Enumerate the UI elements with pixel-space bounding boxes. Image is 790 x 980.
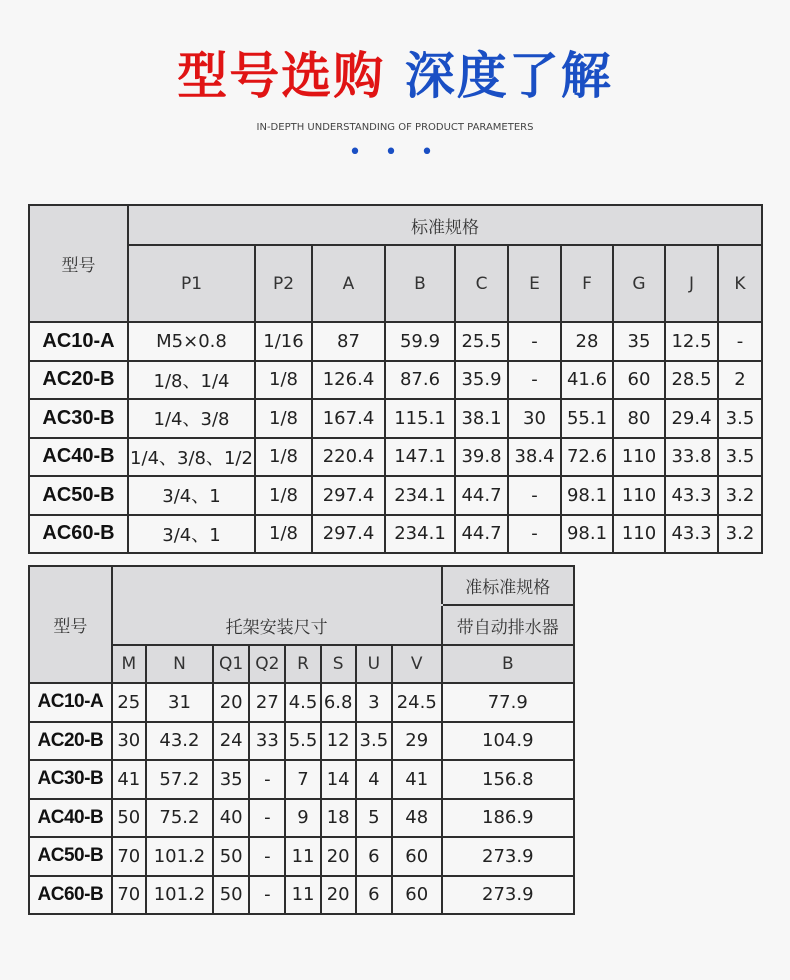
table-row — [29, 876, 574, 915]
value-cell: 6 — [356, 837, 392, 876]
value-cell: 167.4 — [312, 399, 385, 438]
value-cell: 31 — [146, 683, 213, 722]
value-cell: 72.6 — [561, 438, 613, 477]
value-cell: 24 — [213, 722, 249, 761]
value-cell: 234.1 — [385, 515, 455, 554]
value-cell: 1/8 — [255, 476, 312, 515]
value-cell: 273.9 — [442, 837, 574, 876]
column-header-s: S — [321, 645, 356, 683]
value-cell: 33.8 — [665, 438, 718, 477]
value-cell: 297.4 — [312, 515, 385, 554]
column-header-r: R — [285, 645, 320, 683]
value-cell: 115.1 — [385, 399, 455, 438]
value-cell: 60 — [392, 837, 442, 876]
model-cell: AC20-B — [29, 722, 112, 761]
value-cell: 60 — [392, 876, 442, 915]
column-header-k: K — [718, 245, 762, 322]
value-cell: 110 — [613, 515, 665, 554]
value-cell: - — [249, 876, 285, 915]
value-cell: 104.9 — [442, 722, 574, 761]
column-header-v: V — [392, 645, 442, 683]
value-cell: 77.9 — [442, 683, 574, 722]
value-cell: 38.4 — [508, 438, 561, 477]
column-header-g: G — [613, 245, 665, 322]
value-cell: 98.1 — [561, 515, 613, 554]
value-cell: 41 — [112, 760, 146, 799]
model-cell: AC50-B — [29, 476, 128, 515]
value-cell: 3.5 — [356, 722, 392, 761]
value-cell: 4 — [356, 760, 392, 799]
value-cell: 43.3 — [665, 476, 718, 515]
value-cell: 29.4 — [665, 399, 718, 438]
group-header: 标准规格 — [128, 205, 762, 245]
value-cell: 101.2 — [146, 837, 213, 876]
column-header-j: J — [665, 245, 718, 322]
column-header-f: F — [561, 245, 613, 322]
value-cell: 44.7 — [455, 476, 508, 515]
value-cell: 297.4 — [312, 476, 385, 515]
value-cell: 80 — [613, 399, 665, 438]
right-header-mid: 带自动排水器 — [442, 605, 574, 645]
value-cell: 60 — [613, 361, 665, 400]
value-cell: 1/8 — [255, 515, 312, 554]
value-cell: - — [718, 322, 762, 361]
value-cell: 44.7 — [455, 515, 508, 554]
model-cell: AC10-A — [29, 683, 112, 722]
column-header-c: C — [455, 245, 508, 322]
value-cell: 1/8 — [255, 438, 312, 477]
value-cell: 33 — [249, 722, 285, 761]
value-cell: 35.9 — [455, 361, 508, 400]
value-cell: 25.5 — [455, 322, 508, 361]
decorative-dots: • • • — [348, 140, 442, 165]
value-cell: 4.5 — [285, 683, 320, 722]
value-cell: - — [508, 515, 561, 554]
title-red: 型号选购 — [177, 47, 386, 105]
value-cell: 24.5 — [392, 683, 442, 722]
value-cell: 147.1 — [385, 438, 455, 477]
model-cell: AC60-B — [29, 515, 128, 554]
model-header: 型号 — [29, 566, 112, 683]
bracket-dimension-table — [28, 565, 575, 915]
value-cell: 35 — [213, 760, 249, 799]
value-cell: M5×0.8 — [128, 322, 255, 361]
column-header-q1: Q1 — [213, 645, 249, 683]
value-cell: 1/4、3/8 — [128, 399, 255, 438]
table-row — [29, 399, 762, 438]
value-cell: - — [508, 361, 561, 400]
table-row — [29, 515, 762, 554]
value-cell: 27 — [249, 683, 285, 722]
value-cell: 20 — [321, 876, 356, 915]
value-cell: 70 — [112, 876, 146, 915]
value-cell: 70 — [112, 837, 146, 876]
value-cell: 50 — [112, 799, 146, 838]
value-cell: 3.2 — [718, 515, 762, 554]
model-cell: AC40-B — [29, 799, 112, 838]
model-cell: AC20-B — [29, 361, 128, 400]
value-cell: 3.5 — [718, 438, 762, 477]
value-cell: 50 — [213, 837, 249, 876]
column-header-b: B — [385, 245, 455, 322]
value-cell: 6.8 — [321, 683, 356, 722]
value-cell: 110 — [613, 438, 665, 477]
table-row — [29, 799, 574, 838]
value-cell: 40 — [213, 799, 249, 838]
column-header-b: B — [442, 645, 574, 683]
value-cell: 5 — [356, 799, 392, 838]
value-cell: 57.2 — [146, 760, 213, 799]
model-cell: AC40-B — [29, 438, 128, 477]
value-cell: 29 — [392, 722, 442, 761]
table-row — [29, 760, 574, 799]
value-cell: 14 — [321, 760, 356, 799]
value-cell: 43.2 — [146, 722, 213, 761]
value-cell: 1/8 — [255, 399, 312, 438]
value-cell: - — [508, 476, 561, 515]
value-cell: 50 — [213, 876, 249, 915]
model-cell: AC10-A — [29, 322, 128, 361]
column-header-p2: P2 — [255, 245, 312, 322]
value-cell: 126.4 — [312, 361, 385, 400]
model-cell: AC30-B — [29, 760, 112, 799]
page-subtitle: IN-DEPTH UNDERSTANDING OF PRODUCT PARAMETERS — [256, 122, 534, 133]
value-cell: 1/4、3/8、1/2 — [128, 438, 255, 477]
value-cell: 12.5 — [665, 322, 718, 361]
value-cell: 1/8、1/4 — [128, 361, 255, 400]
value-cell: - — [508, 322, 561, 361]
value-cell: 98.1 — [561, 476, 613, 515]
page-title — [0, 44, 790, 108]
column-header-n: N — [146, 645, 213, 683]
value-cell: 41.6 — [561, 361, 613, 400]
value-cell: 55.1 — [561, 399, 613, 438]
value-cell: 25 — [112, 683, 146, 722]
value-cell: 1/8 — [255, 361, 312, 400]
value-cell: 18 — [321, 799, 356, 838]
column-header-u: U — [356, 645, 392, 683]
value-cell: 11 — [285, 876, 320, 915]
value-cell: 186.9 — [442, 799, 574, 838]
value-cell: 6 — [356, 876, 392, 915]
value-cell: 220.4 — [312, 438, 385, 477]
value-cell: 9 — [285, 799, 320, 838]
value-cell: 101.2 — [146, 876, 213, 915]
value-cell: 110 — [613, 476, 665, 515]
group-header-spacer — [112, 566, 442, 605]
column-header-m: M — [112, 645, 146, 683]
value-cell: 1/16 — [255, 322, 312, 361]
title-blue: 深度了解 — [404, 47, 613, 105]
column-header-p1: P1 — [128, 245, 255, 322]
value-cell: 2 — [718, 361, 762, 400]
table-row — [29, 837, 574, 876]
value-cell: 28 — [561, 322, 613, 361]
table-row — [29, 322, 762, 361]
value-cell: 28.5 — [665, 361, 718, 400]
table-row — [29, 476, 762, 515]
value-cell: 7 — [285, 760, 320, 799]
value-cell: 11 — [285, 837, 320, 876]
value-cell: - — [249, 837, 285, 876]
value-cell: 3.2 — [718, 476, 762, 515]
model-cell: AC60-B — [29, 876, 112, 915]
column-header-e: E — [508, 245, 561, 322]
column-header-q2: Q2 — [249, 645, 285, 683]
value-cell: 59.9 — [385, 322, 455, 361]
value-cell: 87.6 — [385, 361, 455, 400]
model-cell: AC50-B — [29, 837, 112, 876]
value-cell: 3.5 — [718, 399, 762, 438]
table-row — [29, 683, 574, 722]
value-cell: 3/4、1 — [128, 476, 255, 515]
value-cell: 12 — [321, 722, 356, 761]
value-cell: - — [249, 799, 285, 838]
value-cell: 43.3 — [665, 515, 718, 554]
value-cell: 30 — [112, 722, 146, 761]
model-cell: AC30-B — [29, 399, 128, 438]
standard-spec-table — [28, 204, 763, 554]
table-row — [29, 722, 574, 761]
group-header: 托架安装尺寸 — [112, 605, 442, 645]
value-cell: 35 — [613, 322, 665, 361]
value-cell: 30 — [508, 399, 561, 438]
table-row — [29, 361, 762, 400]
value-cell: 234.1 — [385, 476, 455, 515]
value-cell: 3/4、1 — [128, 515, 255, 554]
value-cell: 39.8 — [455, 438, 508, 477]
value-cell: 273.9 — [442, 876, 574, 915]
value-cell: 3 — [356, 683, 392, 722]
model-header: 型号 — [29, 205, 128, 322]
table-row — [29, 438, 762, 477]
value-cell: 20 — [321, 837, 356, 876]
value-cell: 5.5 — [285, 722, 320, 761]
value-cell: 41 — [392, 760, 442, 799]
right-header-top: 准标准规格 — [442, 566, 574, 605]
value-cell: 38.1 — [455, 399, 508, 438]
value-cell: 48 — [392, 799, 442, 838]
column-header-a: A — [312, 245, 385, 322]
value-cell: - — [249, 760, 285, 799]
value-cell: 20 — [213, 683, 249, 722]
value-cell: 87 — [312, 322, 385, 361]
value-cell: 156.8 — [442, 760, 574, 799]
value-cell: 75.2 — [146, 799, 213, 838]
